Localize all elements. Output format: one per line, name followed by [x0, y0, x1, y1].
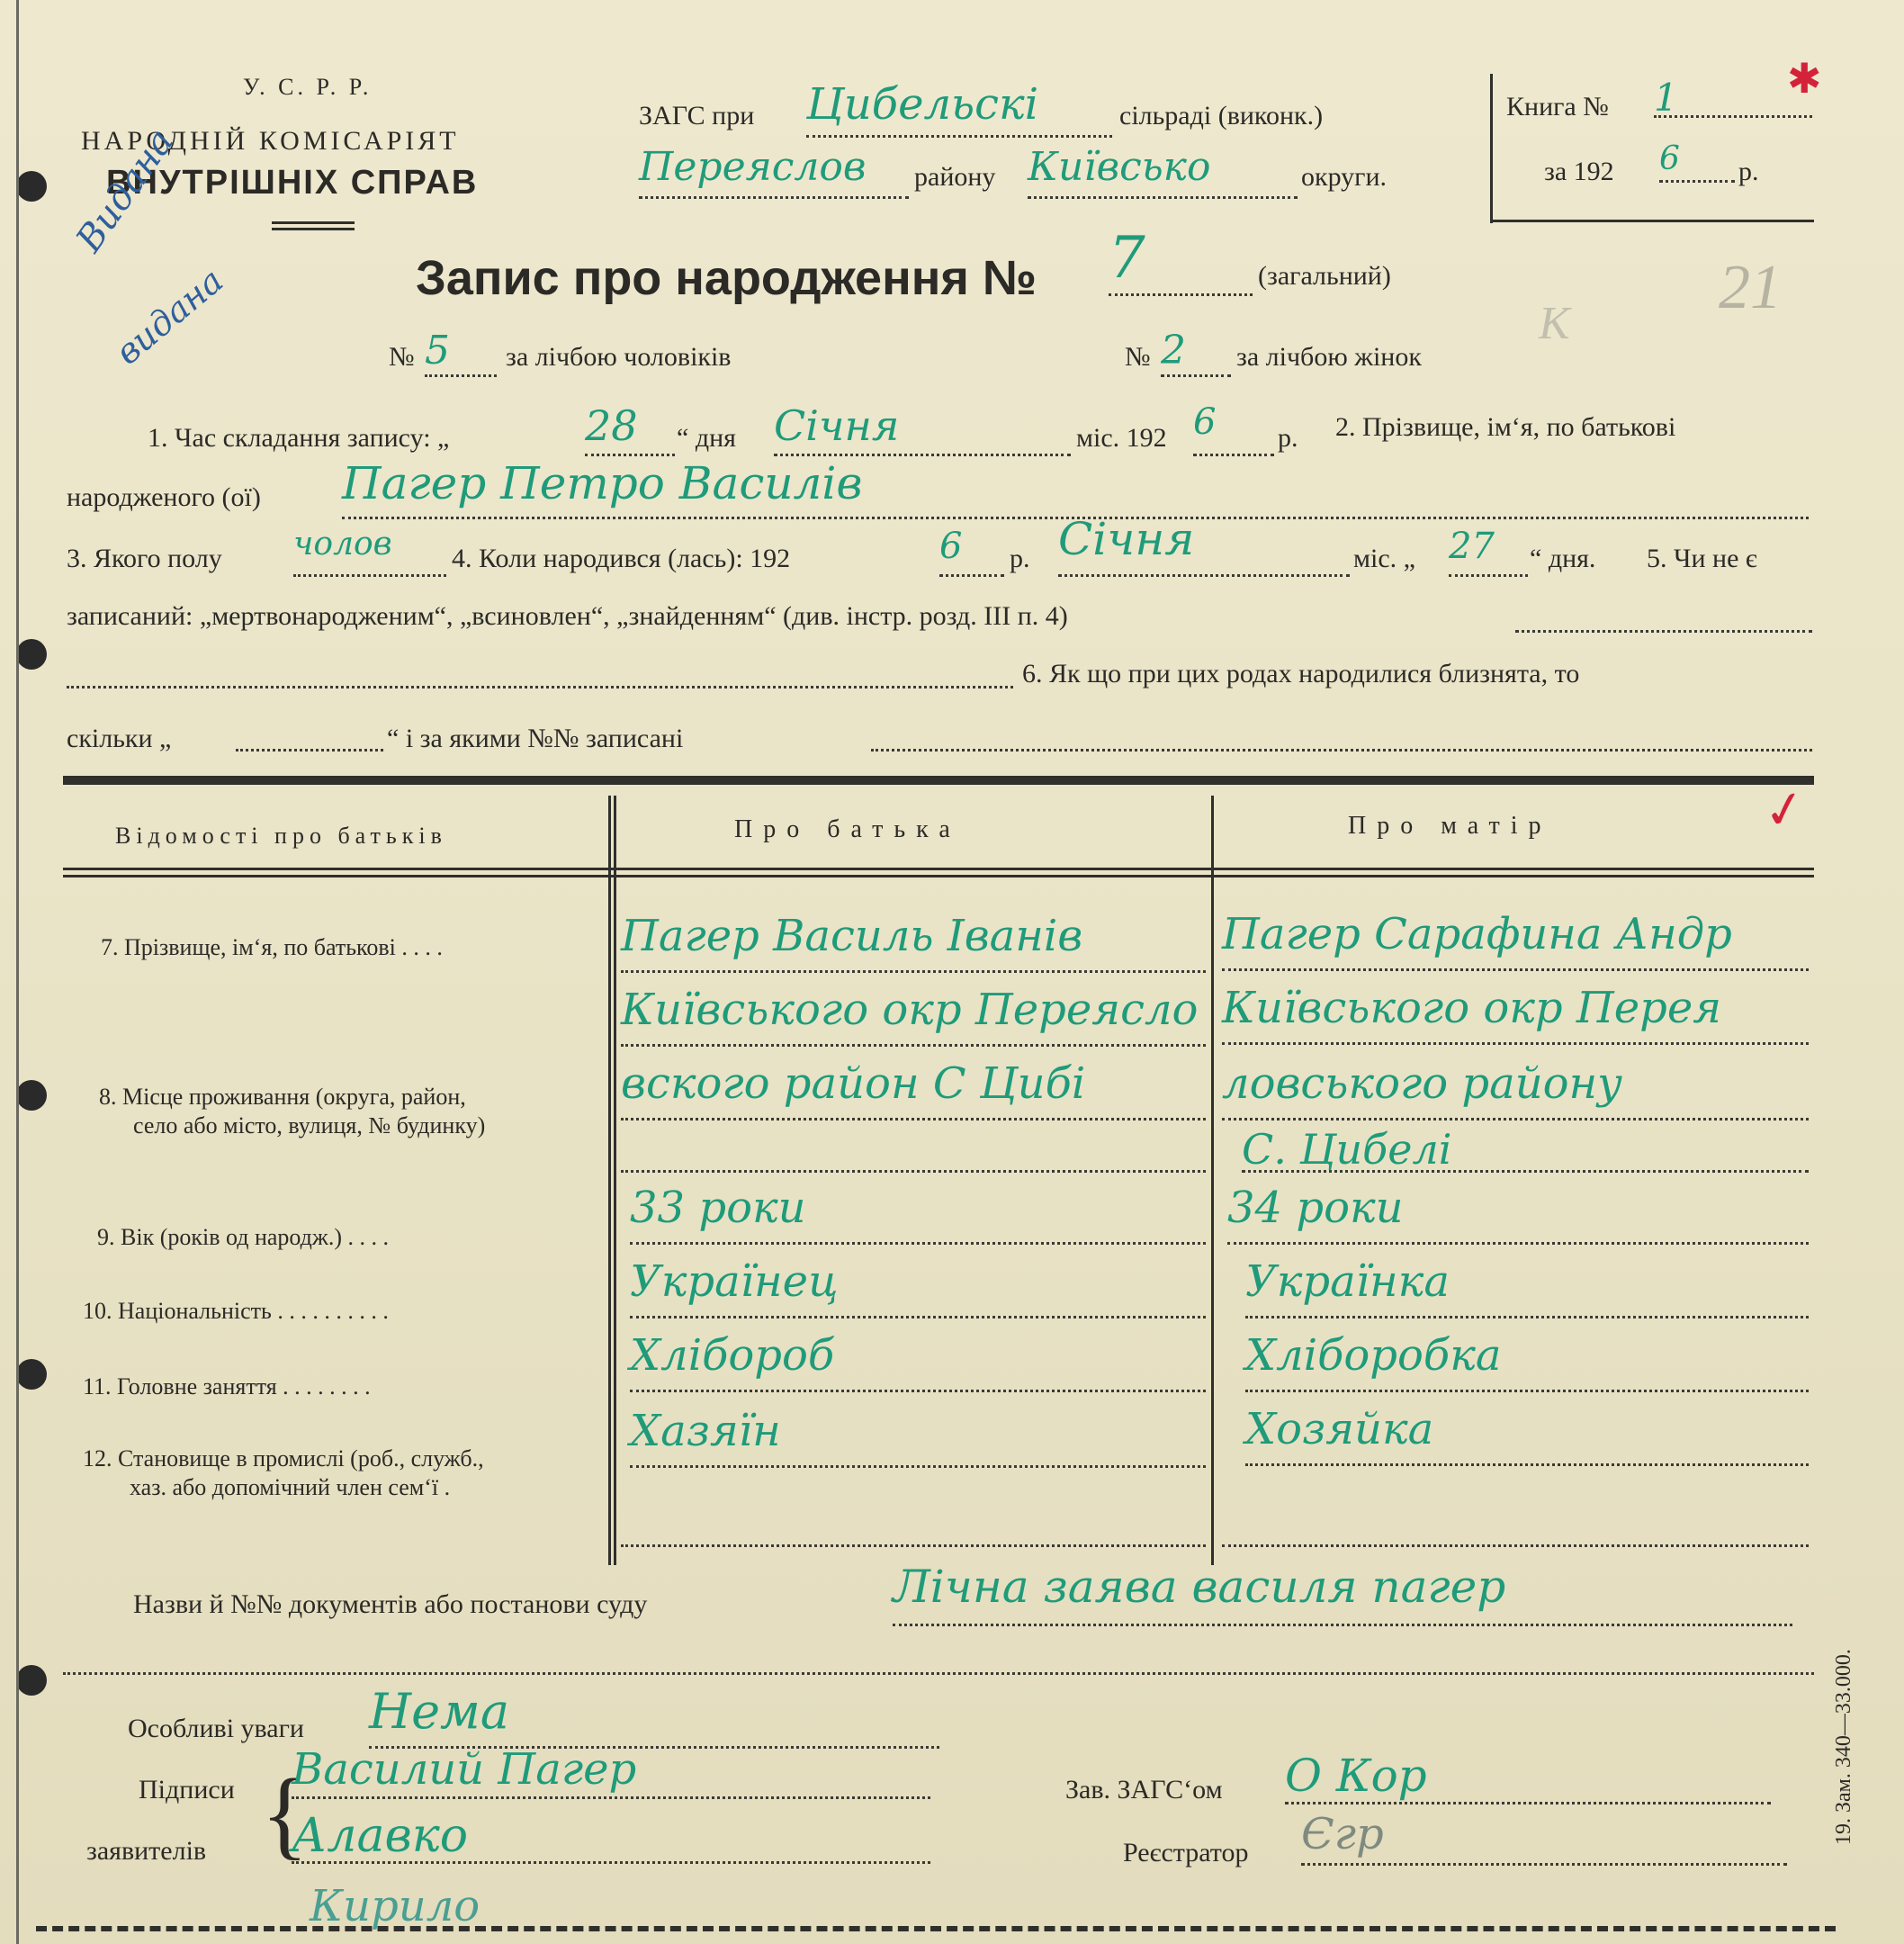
row8-label2: село або місто, вулиця, № будинку) [133, 1112, 486, 1138]
zags-prefix: ЗАГС при [639, 101, 755, 130]
brace-icon: { [261, 1759, 309, 1868]
binder-hole [16, 639, 47, 670]
men-count: 5 [425, 328, 497, 377]
women-prefix: № [1125, 342, 1151, 372]
table-top-rule [63, 776, 1814, 785]
field4-year: 6 [939, 526, 1004, 577]
page-edge [16, 0, 19, 1944]
okrug-label: округи. [1301, 162, 1388, 192]
field5-label: 5. Чи не є [1647, 544, 1757, 573]
col-header-info: Відомості про батьків [115, 823, 447, 849]
table-col-rule [608, 796, 611, 1565]
mother-occupation: Хліборобка [1245, 1330, 1809, 1392]
okrug-value: Київсько [1028, 144, 1298, 199]
field4-mis: міс. „ [1353, 544, 1415, 573]
father-address-line1: Київського окр Переясло [621, 985, 1206, 1047]
row12-label2: хаз. або допомічний член сем‘ї . [130, 1474, 451, 1500]
ministry-line1: НАРОДНІЙ КОМІСАРІЯТ [81, 126, 460, 156]
father-age: 33 роки [630, 1183, 1206, 1245]
field2-label2: народженого (ої) [67, 482, 261, 512]
field1-day: 28 [585, 401, 675, 456]
notes-value: Нема [369, 1683, 939, 1749]
field1-r: р. [1278, 423, 1298, 453]
zags-suffix: сільраді (виконк.) [1119, 101, 1324, 130]
row9-label: 9. Вік (років од народж.) . . . . [97, 1224, 390, 1250]
divider [272, 221, 355, 224]
field4-r: р. [1010, 544, 1030, 573]
field4-day-suffix: “ дня. [1530, 544, 1596, 573]
binder-hole [16, 171, 47, 202]
row12-label: 12. Становище в промислі (роб., служб., [83, 1445, 484, 1472]
field5-blank [1515, 612, 1812, 633]
book-label: Книга № [1506, 92, 1609, 122]
father-address-line2: вского район С Цибі [621, 1058, 1206, 1120]
book-year-prefix: за 192 [1544, 157, 1614, 186]
col-header-father: Про батька [734, 815, 961, 843]
field1-mid: “ дня [677, 423, 736, 453]
field2-label: 2. Прізвище, ім‘я, по батькові [1335, 412, 1676, 442]
field1-label: 1. Час складання запису: „ [148, 423, 450, 453]
divider [272, 228, 355, 230]
mother-age: 34 роки [1227, 1183, 1809, 1245]
field1-month: Січня [774, 401, 1071, 456]
father-status: Хазяїн [630, 1406, 1206, 1468]
field6-text2: “ і за якими №№ записані [387, 724, 684, 753]
row11-label: 11. Головне заняття . . . . . . . . [83, 1373, 371, 1400]
zags-value: Цибельскі [806, 79, 1112, 138]
twins-count [236, 731, 383, 752]
field1-year: 6 [1193, 401, 1274, 456]
field4-month: Січня [1058, 513, 1350, 577]
field4-day: 27 [1449, 526, 1528, 577]
red-asterisk-icon: ✱ [1787, 56, 1822, 102]
book-year-suffix: р. [1738, 157, 1759, 186]
pencil-letter: К [1539, 298, 1570, 349]
book-year: 6 [1659, 140, 1735, 183]
handwritten-note: видана [108, 260, 231, 373]
table-header-rule [63, 875, 1814, 878]
documents-blank [63, 1663, 1814, 1675]
father-nationality: Українец [630, 1256, 1206, 1318]
mother-nationality: Українка [1245, 1256, 1809, 1318]
signatures-label1: Підписи [139, 1775, 235, 1804]
handwritten-note: Видана [68, 122, 183, 260]
registrar-label: Реєстратор [1123, 1838, 1249, 1868]
father-name: Пагер Василь Іванів [621, 911, 1206, 973]
table-col-rule [1211, 796, 1214, 1565]
ministry-line2: ВНУТРІШНІХ СПРАВ [106, 164, 479, 202]
father-status-blank [621, 1508, 1206, 1547]
raion-value: Переяслов [639, 144, 909, 199]
binder-hole [16, 1359, 47, 1390]
row7-label: 7. Прізвище, ім‘я, по батькові . . . . [101, 934, 443, 960]
table-col-rule [614, 796, 616, 1565]
record-number: 7 [1109, 225, 1253, 296]
book-box-border [1490, 74, 1493, 223]
record-suffix: (загальний) [1258, 261, 1391, 291]
field5-blank2 [67, 668, 1013, 688]
women-suffix: за лічбою жінок [1236, 342, 1422, 372]
registrar-signature: Єгр [1301, 1809, 1787, 1866]
signature-2: Алавко [292, 1809, 930, 1864]
mother-status-blank [1222, 1508, 1809, 1547]
head-label: Зав. ЗАГС‘ом [1065, 1775, 1223, 1804]
field3-value: чолов [293, 526, 446, 577]
table-header-rule [63, 868, 1814, 870]
field2-value: Пагер Петро Василів [342, 457, 1809, 519]
bottom-edge [36, 1926, 1836, 1931]
father-occupation: Хлібороб [630, 1330, 1206, 1392]
documents-label: Назви й №№ документів або постанови суду [133, 1589, 648, 1619]
notes-label: Особливі уваги [128, 1714, 304, 1743]
field1-year-label: міс. 192 [1076, 423, 1167, 453]
field6-text: скільки „ [67, 724, 172, 753]
row8-label: 8. Місце проживання (округа, район, [99, 1084, 466, 1110]
republic-label: У. С. Р. Р. [243, 74, 373, 100]
mother-name: Пагер Сарафина Андр [1222, 909, 1809, 971]
mother-address-line2: ловського району [1222, 1058, 1809, 1120]
mother-address-line1: Київського окр Перея [1222, 983, 1809, 1045]
binder-hole [16, 1080, 47, 1111]
women-count: 2 [1161, 328, 1231, 377]
book-number: 1 [1654, 76, 1812, 118]
row10-label: 10. Національність . . . . . . . . . . [83, 1298, 389, 1324]
red-check-icon: ✓ [1759, 779, 1811, 842]
side-print: 19. Зам. 340—33.000. [1832, 1649, 1855, 1845]
record-title: Запис про народження № [416, 251, 1037, 305]
men-prefix: № [389, 342, 415, 372]
field4-label: 4. Коли народився (лась): 192 [452, 544, 791, 573]
twins-numbers [871, 731, 1812, 752]
signature-3: Кирило [310, 1881, 480, 1931]
men-suffix: за лічбою чоловіків [506, 342, 732, 372]
col-header-mother: Про матір [1348, 812, 1552, 840]
signature-1: Василий Пагер [292, 1744, 930, 1799]
book-box-border [1490, 220, 1814, 222]
field5-text: записаний: „мертвонародженим“, „всиновлен“, „знайденням“ (див. інстр. розд. III п. 4) [67, 601, 1068, 631]
field6-label: 6. Як що при цих родах народилися близнята, то [1022, 659, 1580, 688]
field3-label: 3. Якого полу [67, 544, 222, 573]
pencil-number: 21 [1719, 253, 1782, 322]
documents-value: Лічна заява василя пагер [893, 1561, 1792, 1626]
mother-address-line3: С. Цибелі [1242, 1125, 1809, 1173]
signatures-label2: заявителів [86, 1836, 207, 1866]
head-signature: О Кор [1285, 1750, 1771, 1804]
mother-status: Хозяйка [1245, 1404, 1809, 1466]
raion-label: району [914, 162, 996, 192]
binder-hole [16, 1665, 47, 1696]
father-address-blank [621, 1132, 1206, 1173]
